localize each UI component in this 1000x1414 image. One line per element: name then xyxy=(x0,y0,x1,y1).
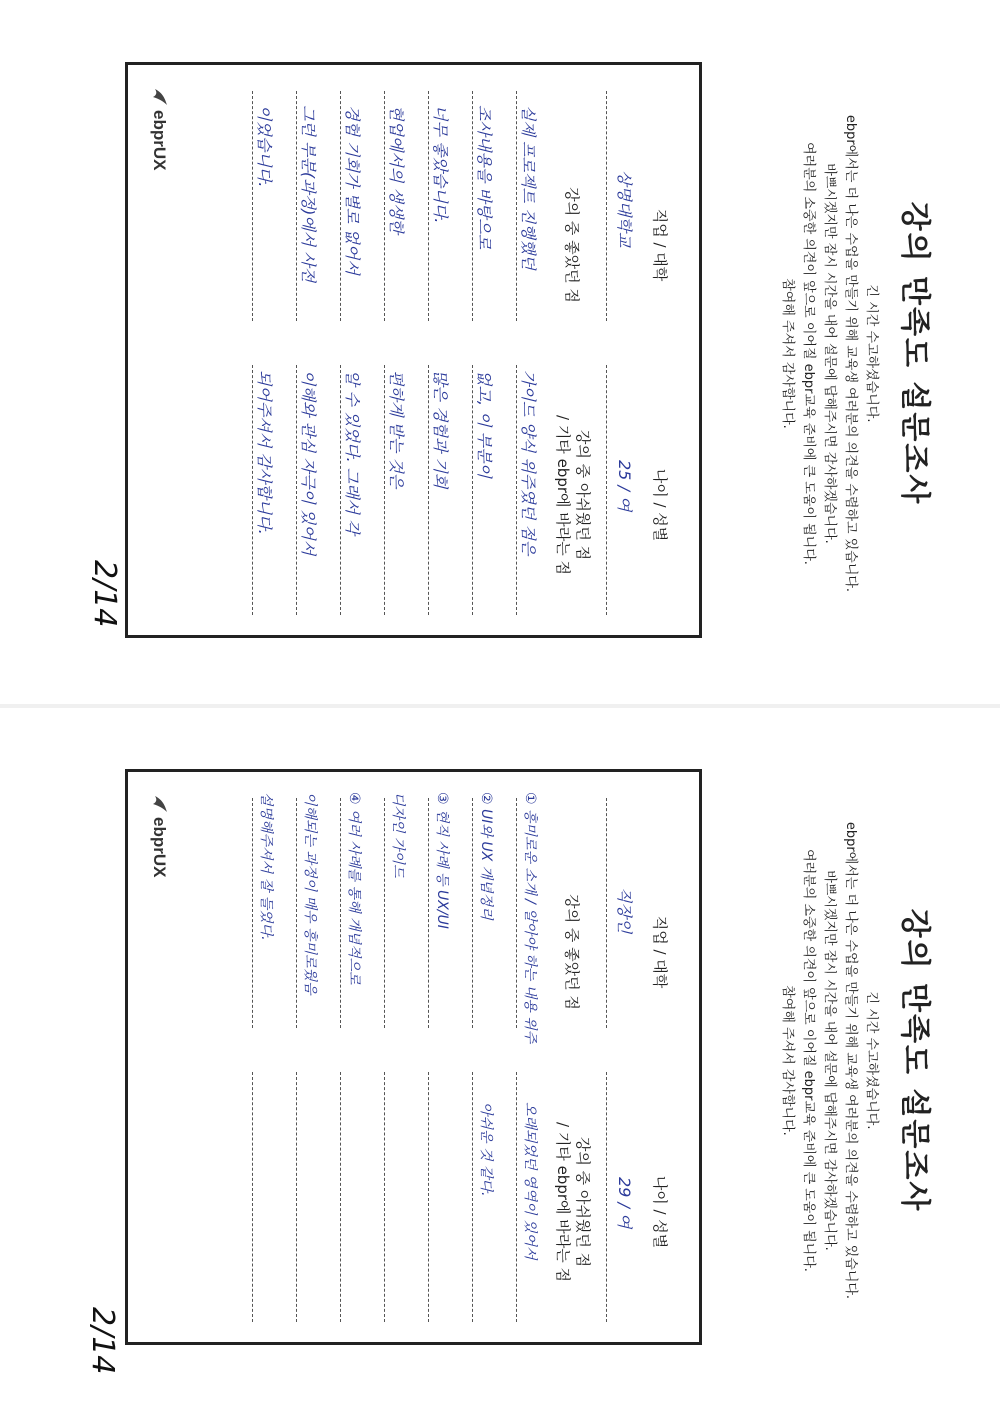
good-answer-line: 조사내용을 바탕으로 xyxy=(475,105,494,250)
divider xyxy=(606,365,607,615)
ebprux-logo xyxy=(149,87,169,170)
answer-rule xyxy=(296,1072,297,1322)
answer-rule xyxy=(384,365,385,615)
divider xyxy=(606,91,607,321)
bad-points-label xyxy=(553,1102,593,1302)
bird-logo-icon xyxy=(149,87,169,107)
answer-rule xyxy=(340,1072,341,1322)
intro-line: 긴 시간 수고하셨습니다. xyxy=(864,284,879,423)
intro-line: ebpr에서는 더 나은 수업을 만들기 위해 교육생 여러분의 의견을 수렴하고 있습니다. xyxy=(843,821,858,1300)
survey-form-box xyxy=(125,62,702,638)
good-answer-line: 이해되는 과정이 매우 흥미로웠음 xyxy=(302,792,318,995)
answer-rule xyxy=(472,1072,473,1322)
bad-answer-line: 많은 경험과 기회 xyxy=(431,370,450,489)
intro-line: 여러분의 소중한 의견이 앞으로 이어질 ebpr교육 준비에 큰 도움이 됩니다. xyxy=(801,849,816,1272)
job-answer: 직장인 xyxy=(615,887,634,934)
page-number: 2/14 xyxy=(85,1307,120,1375)
good-answer-line: 디자인 가이드 xyxy=(390,792,406,878)
answer-rule xyxy=(340,365,341,615)
answer-rule xyxy=(516,91,517,321)
good-points-label: 강의 중 좋았던 점 xyxy=(563,187,581,303)
good-answer-line: ② UI와 UX 개념정리 xyxy=(478,792,494,920)
good-answer-line: 너무 좋았습니다. xyxy=(431,105,450,224)
bad-points-label-line-1: 강의 중 아쉬웠던 점 xyxy=(574,1136,592,1268)
survey-sheet xyxy=(0,707,1000,1414)
answer-rule xyxy=(252,91,253,321)
answer-rule xyxy=(516,798,517,1028)
bad-answer-line: 알 수 있었다. 그래서 각 xyxy=(343,370,362,535)
age-gender-answer: 29 / 여 xyxy=(615,1177,634,1229)
divider xyxy=(606,1072,607,1322)
survey-intro xyxy=(777,40,882,667)
good-answer-line: 경험 기회가 별로 없어서 xyxy=(343,105,362,275)
logo-text: ebprUX xyxy=(150,817,169,878)
bad-answer-line: 없고, 이 부분이 xyxy=(475,370,494,478)
bad-answer-line: 가이드 양식 위주였던 점은 xyxy=(519,370,538,556)
page-number: 2/14 xyxy=(87,560,122,628)
answer-rule xyxy=(472,365,473,615)
age-gender-label: 나이 / 성별 xyxy=(651,468,669,542)
survey-title: 강의 만족도 설문조사 xyxy=(897,908,932,1213)
job-label: 직업 / 대학 xyxy=(651,915,669,989)
intro-line: ebpr에서는 더 나은 수업을 만들기 위해 교육생 여러분의 의견을 수렴하고 있습니다. xyxy=(843,114,858,593)
answer-rule xyxy=(252,365,253,615)
answer-rule xyxy=(516,365,517,615)
intro-line: 긴 시간 수고하셨습니다. xyxy=(864,991,879,1130)
good-answer-line: 현업에서의 생생한 xyxy=(387,105,406,234)
job-answer: 상명대학교 xyxy=(615,170,634,248)
answer-rule xyxy=(384,1072,385,1322)
answer-rule xyxy=(252,798,253,1028)
answer-rule xyxy=(472,91,473,321)
good-answer-line: 이었습니다. xyxy=(255,105,274,188)
survey-page-2 xyxy=(0,707,1000,1414)
answer-rule xyxy=(296,91,297,321)
survey-form-box xyxy=(125,769,702,1345)
bad-points-label-line-2: / 기타 ebpr에 바라는 점 xyxy=(554,1122,572,1282)
answer-rule xyxy=(340,798,341,1028)
answer-rule xyxy=(296,798,297,1028)
bad-answer-line: 이해와 관심 자극이 있어서 xyxy=(299,370,318,556)
survey-intro xyxy=(777,747,882,1374)
intro-line: 바쁘시겠지만 잠시 시간을 내어 설문에 답해주시면 감사하겠습니다. xyxy=(822,163,837,544)
answer-rule xyxy=(296,365,297,615)
answer-rule xyxy=(384,798,385,1028)
answer-rule xyxy=(428,798,429,1028)
age-gender-answer: 25 / 여 xyxy=(615,460,634,512)
intro-line: 참여해 주셔서 감사합니다. xyxy=(780,278,795,429)
good-points-label: 강의 중 좋았던 점 xyxy=(563,894,581,1010)
bird-logo-icon xyxy=(149,794,169,814)
bad-answer-line: 오래되었던 영역이 있어서 xyxy=(522,1102,538,1260)
bad-answer-line: 아쉬운 것 같다. xyxy=(478,1102,494,1197)
answer-rule xyxy=(428,91,429,321)
answer-rule xyxy=(472,798,473,1028)
good-answer-line: 실제 프로젝트 진행했던 xyxy=(519,105,538,270)
answer-rule xyxy=(428,1072,429,1322)
good-answer-line: ① 흥미로운 소개 / 알아야 하는 내용 위주 xyxy=(522,792,538,1044)
bad-answer-line: 편하게 받는 것은 xyxy=(387,370,406,489)
bad-points-label-line-2: / 기타 ebpr에 바라는 점 xyxy=(554,415,572,575)
job-label: 직업 / 대학 xyxy=(651,208,669,282)
answer-rule xyxy=(516,1072,517,1322)
good-answer-line: 설명해주셔서 잘 들었다. xyxy=(258,792,274,941)
age-gender-label: 나이 / 성별 xyxy=(651,1175,669,1249)
answer-rule xyxy=(428,365,429,615)
good-answer-line: ④ 여러 사례를 통해 개념적으로 xyxy=(346,792,362,985)
answer-rule xyxy=(252,1072,253,1322)
bad-points-label xyxy=(553,395,593,595)
intro-line: 바쁘시겠지만 잠시 시간을 내어 설문에 답해주시면 감사하겠습니다. xyxy=(822,870,837,1251)
survey-title: 강의 만족도 설문조사 xyxy=(897,201,932,506)
answer-rule xyxy=(384,91,385,321)
divider xyxy=(606,798,607,1028)
intro-line: 참여해 주셔서 감사합니다. xyxy=(780,985,795,1136)
good-answer-line: 그런 부분(과정)에서 사전 xyxy=(299,105,318,283)
good-answer-line: ③ 현직 사례 등 UX/UI xyxy=(434,792,450,929)
bad-points-label-line-1: 강의 중 아쉬웠던 점 xyxy=(574,429,592,561)
ebprux-logo xyxy=(149,794,169,877)
answer-rule xyxy=(340,91,341,321)
bad-answer-line: 되어주셔서 감사합니다. xyxy=(255,370,274,535)
intro-line: 여러분의 소중한 의견이 앞으로 이어질 ebpr교육 준비에 큰 도움이 됩니다. xyxy=(801,142,816,565)
logo-text: ebprUX xyxy=(150,110,169,171)
